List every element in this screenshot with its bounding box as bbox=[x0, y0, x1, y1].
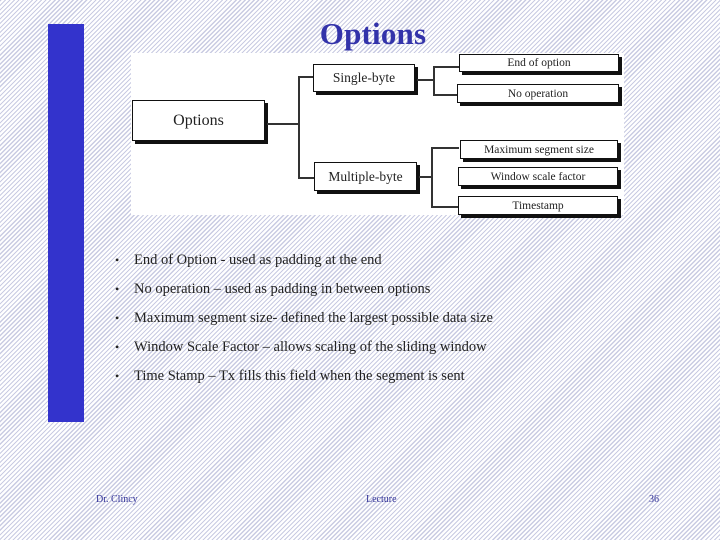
diagram-branch-single-byte: Single-byte bbox=[313, 64, 415, 92]
connector bbox=[433, 94, 458, 96]
connector bbox=[417, 79, 434, 81]
footer-page-number: 36 bbox=[649, 494, 659, 505]
diagram-leaf-no-operation: No operation bbox=[457, 84, 619, 103]
bullet-item: • Window Scale Factor – allows scaling of the sliding window bbox=[115, 336, 493, 365]
connector bbox=[431, 147, 433, 207]
connector bbox=[298, 76, 314, 78]
connector bbox=[267, 123, 299, 125]
bullet-icon: • bbox=[115, 340, 120, 354]
diagram-root-box bbox=[132, 100, 265, 141]
connector bbox=[298, 76, 300, 178]
bullet-icon: • bbox=[115, 282, 120, 296]
diagram-leaf-end-of-option: End of option bbox=[459, 54, 619, 72]
bullet-icon: • bbox=[115, 369, 120, 383]
accent-bar bbox=[48, 24, 84, 422]
connector bbox=[433, 66, 459, 68]
slide-title: Options bbox=[319, 16, 427, 51]
footer-author: Dr. Clincy bbox=[96, 494, 138, 505]
bullet-icon: • bbox=[115, 253, 120, 267]
connector bbox=[433, 66, 435, 94]
bullet-list bbox=[115, 249, 493, 394]
diagram-root-label: Options bbox=[173, 111, 224, 129]
bullet-icon: • bbox=[115, 311, 120, 325]
bullet-item: • No operation – used as padding in between options bbox=[115, 278, 493, 307]
connector bbox=[431, 206, 459, 208]
diagram-leaf-timestamp: Timestamp bbox=[458, 196, 618, 215]
bullet-item: • End of Option - used as padding at the end bbox=[115, 249, 493, 278]
footer-center: Lecture bbox=[366, 494, 397, 505]
diagram-leaf-maximum-segment-size: Maximum segment size bbox=[460, 140, 618, 159]
diagram-branch-multiple-byte: Multiple-byte bbox=[314, 162, 417, 191]
connector bbox=[298, 177, 315, 179]
diagram-leaf-window-scale-factor: Window scale factor bbox=[458, 167, 618, 186]
bullet-item: • Maximum segment size- defined the largest possible data size bbox=[115, 307, 493, 336]
bullet-item: • Time Stamp – Tx fills this field when the segment is sent bbox=[115, 365, 493, 394]
connector bbox=[431, 147, 459, 149]
options-diagram bbox=[131, 53, 624, 215]
